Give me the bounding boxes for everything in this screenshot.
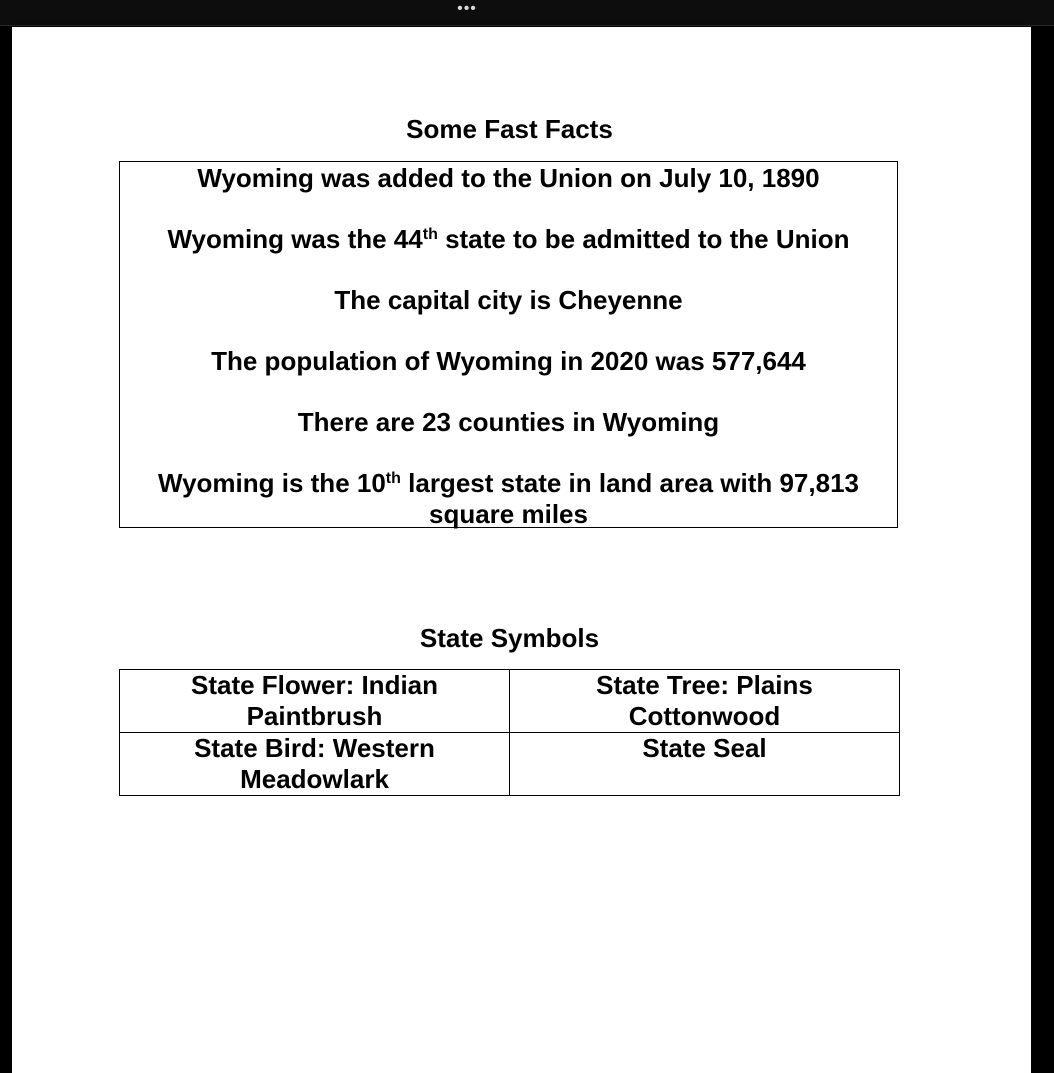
top-toolbar [0,0,1054,26]
symbols-heading: State Symbols [419,623,600,653]
fact-text-post: state to be admitted to the Union [437,224,850,254]
table-cell-state-bird: State Bird: Western Meadowlark [120,733,510,796]
ordinal-suffix: th [385,470,401,487]
fact-admission-date: Wyoming was added to the Union on July 10, 1890 [197,163,820,193]
fact-text-post: largest state in land area with 97,813 square miles [400,468,859,529]
table-row [120,670,900,733]
facts-box [119,161,898,528]
fact-text-pre: Wyoming is the 10 [158,468,386,498]
symbols-table [119,669,900,796]
facts-heading: Some Fast Facts [406,114,613,144]
fact-counties: There are 23 counties in Wyoming [297,407,720,437]
fact-capital: The capital city is Cheyenne [334,285,683,315]
fact-land-area [120,468,897,530]
fact-state-number [120,224,897,255]
table-cell-state-flower: State Flower: Indian Paintbrush [120,670,510,733]
table-cell-state-seal: State Seal [510,733,900,796]
fact-text-pre: Wyoming was the 44 [167,224,423,254]
table-row [120,733,900,796]
more-options-icon[interactable]: ••• [457,0,477,17]
right-gutter [1031,27,1054,1073]
fact-population: The population of Wyoming in 2020 was 577,644 [211,346,806,376]
ordinal-suffix: th [422,226,438,243]
table-cell-state-tree: State Tree: Plains Cottonwood [510,670,900,733]
